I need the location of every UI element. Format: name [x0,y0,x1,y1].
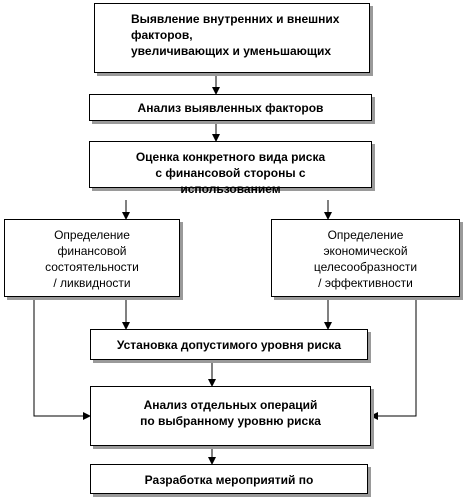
step-analyze-operations [90,386,371,446]
step-economic-feasibility-text: Определение экономической целесообразности / эффективности [313,228,418,290]
step-develop-measures [90,464,368,494]
step-assess-risk-text: Оценка конкретного вида риска с финансовой стороны с использованием [135,150,326,196]
step-economic-feasibility [271,219,460,297]
arrow-box4-to-box7 [34,297,90,416]
step-set-risk-level [90,329,368,360]
step-financial-solvency-text: Определение финансовой состоятельности / ликвидности [45,228,139,290]
step-assess-risk [89,141,372,196]
step-analyze-factors-text: Анализ выявленных факторов [137,101,324,115]
step-identify-factors [94,3,370,73]
arrow-box5-to-box7 [371,297,416,416]
step-develop-measures-text: Разработка мероприятий по [144,473,314,487]
step-financial-solvency [4,219,180,297]
step-set-risk-level-text: Установка допустимого уровня риска [116,338,342,352]
step-analyze-factors [89,94,372,121]
step-analyze-operations-text: Анализ отдельных операций по выбранному уровню риска [140,398,321,428]
step-identify-factors-text: Выявление внутренних и внешних факторов, увеличивающих и уменьшающих [131,12,340,58]
